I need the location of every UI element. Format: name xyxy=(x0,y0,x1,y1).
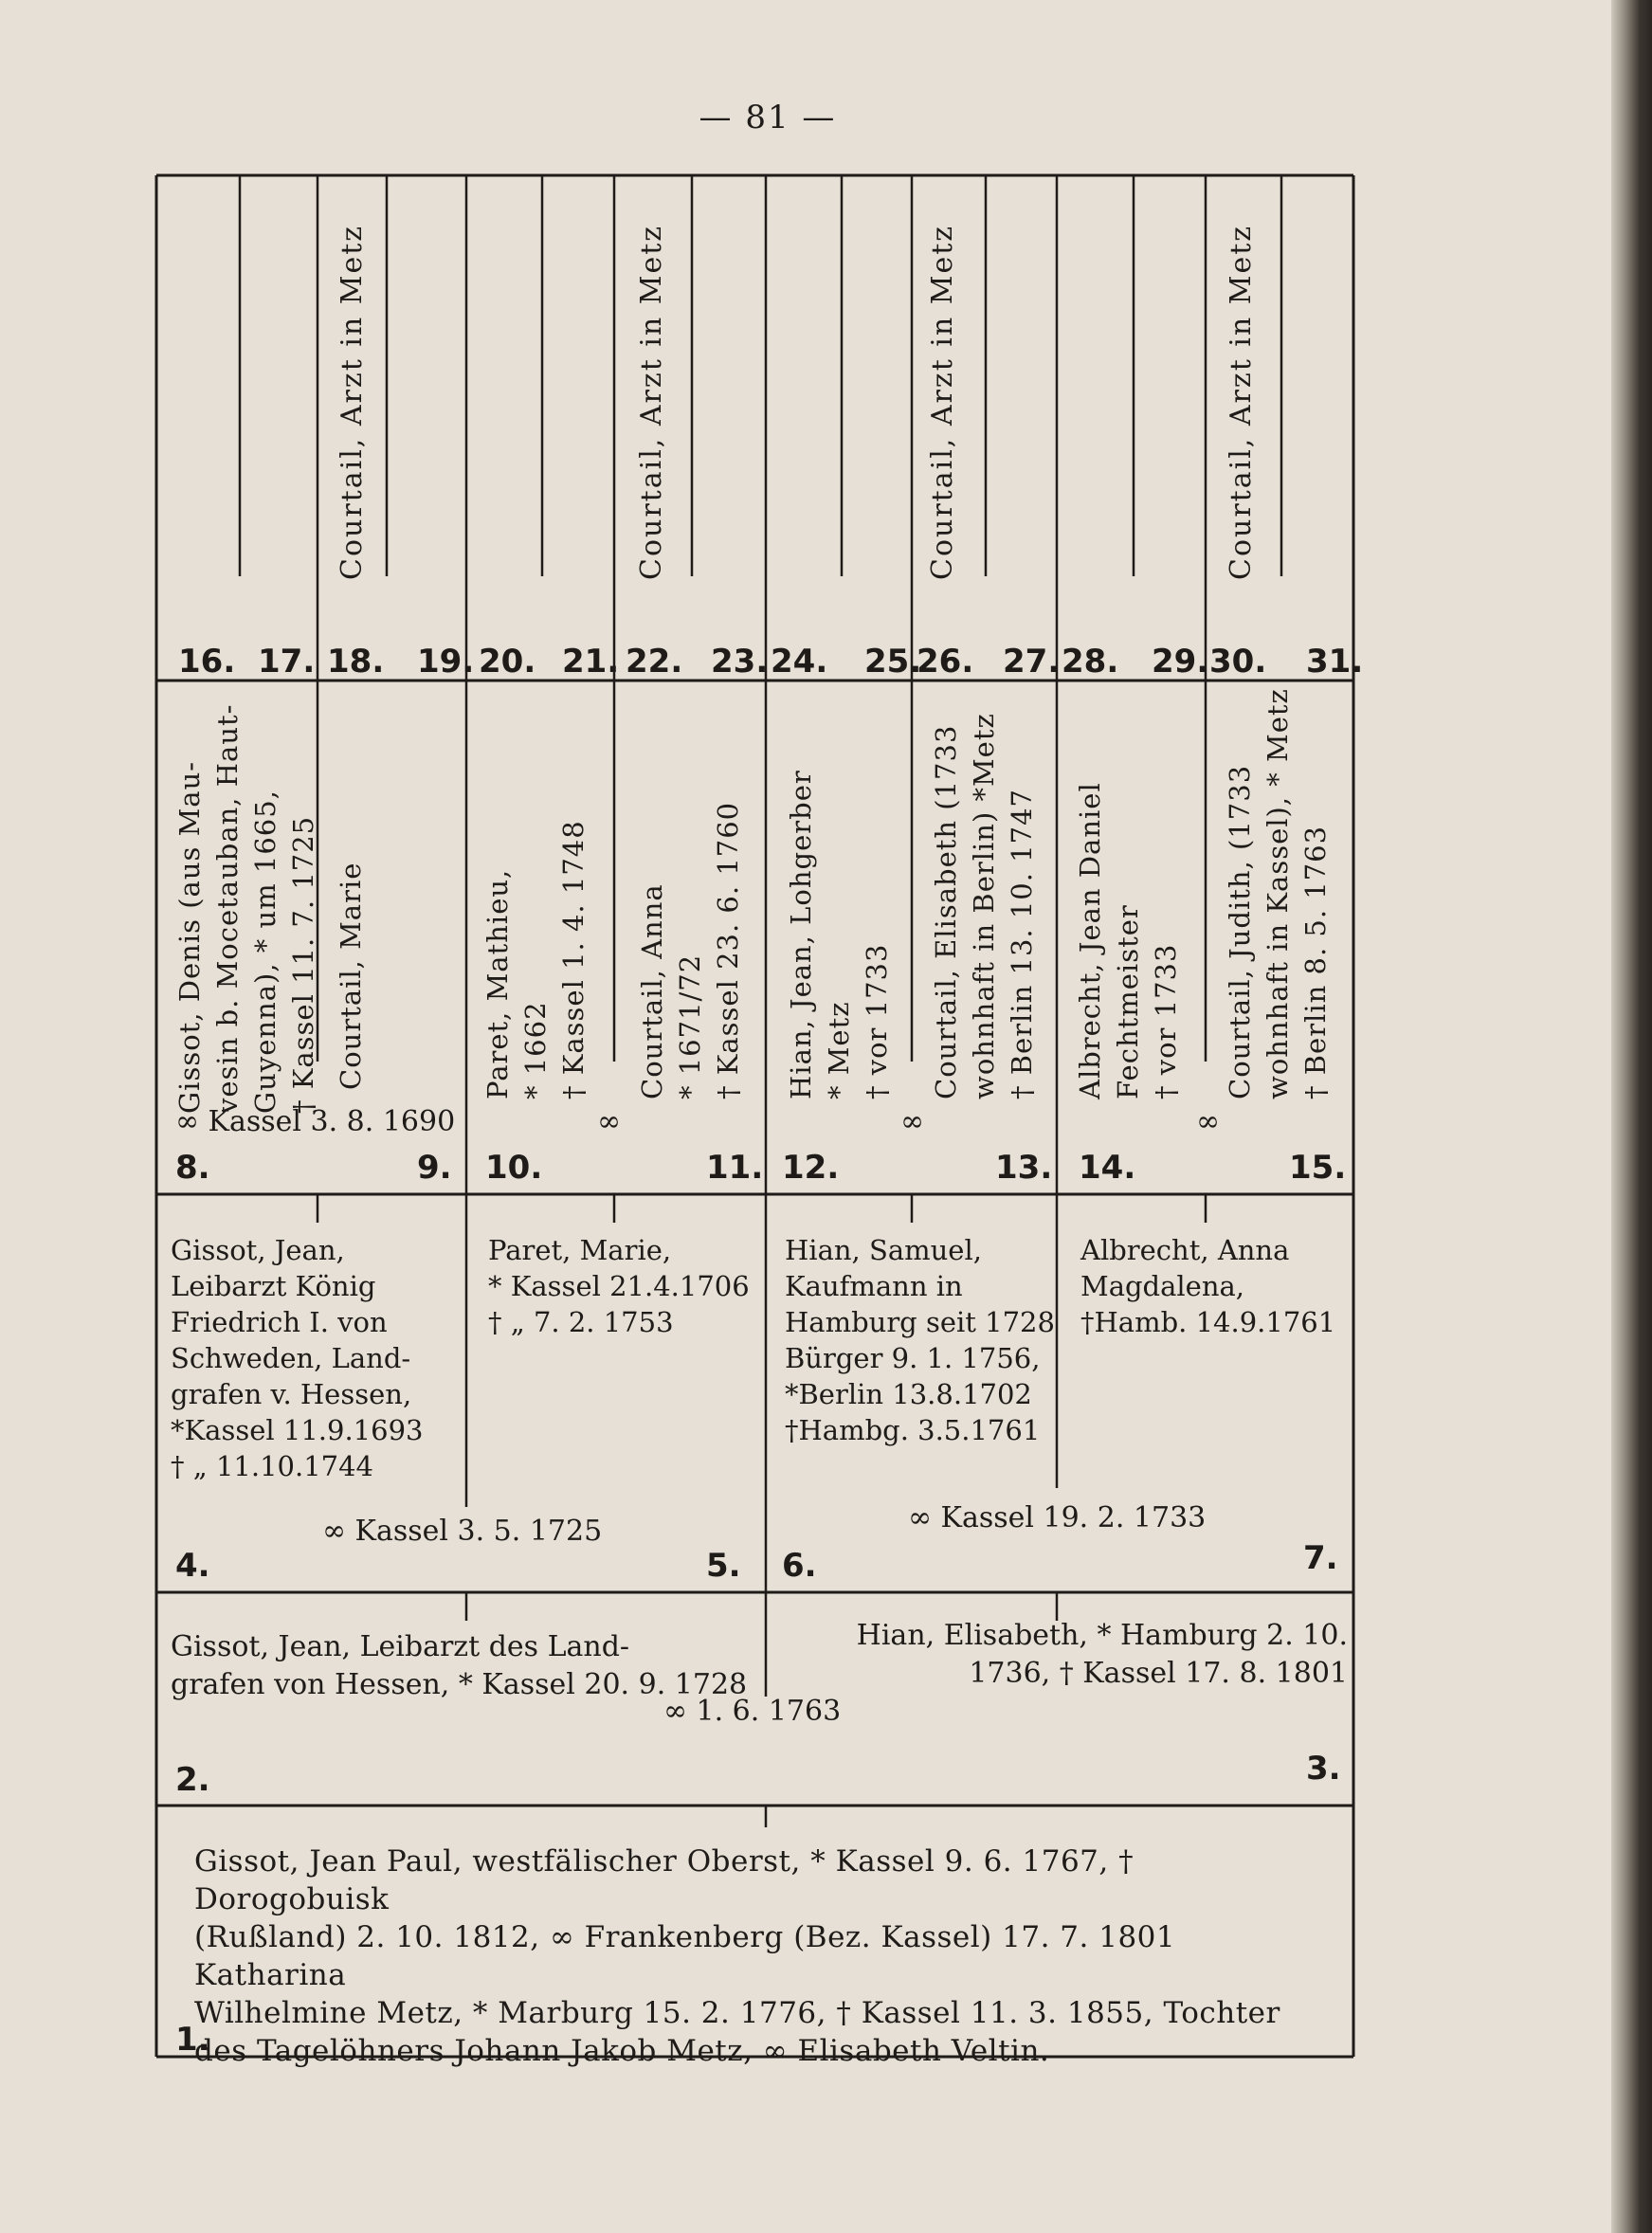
gen4-num-15: 15. xyxy=(1289,1149,1347,1187)
gen5-num-17: 17. xyxy=(258,643,316,681)
gen2-entry-3: Hian, Elisabeth, * Hamburg 2. 10. 1736, † Kassel 17. 8. 1801 xyxy=(856,1619,1348,1690)
gen4-entry-12: Hian, Jean, Lohgerber * Metz † vor 1733 xyxy=(785,770,893,1099)
gen3-entry-4: Gissot, Jean, Leibarzt König Friedrich I. von Schweden, Land- grafen v. Hessen, *Kassel 11.9.1693 † „ 11.10.1744 xyxy=(171,1234,424,1482)
gen4-entry-10: Paret, Mathieu, * 1662 † Kassel 1. 4. 1748 xyxy=(481,820,590,1099)
book-edge xyxy=(1611,0,1652,2233)
gen3-entry-7: Albrecht, Anna Magdalena, †Hamb. 14.9.1761 xyxy=(1080,1234,1336,1338)
page-number: — 81 — xyxy=(699,99,837,136)
gen3-entry-6: Hian, Samuel, Kaufmann in Hamburg seit 1728 Bürger 9. 1. 1756, *Berlin 13.8.1702 †Hambg. 3.5.1761 xyxy=(785,1234,1055,1446)
gen4-entry-11: Courtail, Anna * 1671/72 † Kassel 23. 6. 1760 xyxy=(636,801,744,1099)
gen4-entry-14: Albrecht, Jean Daniel Fechtmeister † vor 1733 xyxy=(1074,782,1182,1099)
gen4-num-11: 11. xyxy=(706,1149,764,1187)
gen2-num-3: 3. xyxy=(1306,1750,1341,1788)
gen4-entry-13: Courtail, Elisabeth (1733 wohnhaft in Berlin) *Metz † Berlin 13. 10. 1747 xyxy=(930,713,1038,1099)
gen5-entry-27: Courtail, Arzt in Metz xyxy=(926,224,959,580)
gen5-entry-31: Courtail, Arzt in Metz xyxy=(1225,224,1258,580)
gen4-marriage-10-11: ∞ xyxy=(597,1105,621,1138)
gen4-marriage-14-15: ∞ xyxy=(1196,1105,1220,1138)
gen4-num-9: 9. xyxy=(417,1149,452,1187)
gen3-marriage-6-7: ∞ Kassel 19. 2. 1733 xyxy=(908,1501,1207,1534)
gen4-num-10: 10. xyxy=(485,1149,543,1187)
gen4-marriage-8-9: ∞ Kassel 3. 8. 1690 xyxy=(175,1105,456,1138)
gen3-entry-5: Paret, Marie, * Kassel 21.4.1706 † „ 7. 2. 1753 xyxy=(488,1234,750,1338)
gen5-num-22: 22. xyxy=(626,643,683,681)
gen1-entry: Gissot, Jean Paul, westfälischer Oberst, * Kassel 9. 6. 1767, † Dorogobuisk (Rußland) 2. 10. 1812, ∞ Frankenberg (Bez. Kassel) 17. 7. 1801 Katharina Wilhelmine Metz, * Marburg 15. 2. 1776, † Kassel 11. 3. 1855, Tochter des Tagelöhners Johann Jakob Metz, ∞ Elisabeth Veltin. xyxy=(194,1844,1280,2068)
gen2-entry-2: Gissot, Jean, Leibarzt des Land- grafen von Hessen, * Kassel 20. 9. 1728 xyxy=(171,1630,748,1701)
gen4-entry-8: Gissot, Denis (aus Mau- vesin b. Mocetauban, Haut- Guyenna), * um 1665, † Kassel 11. 7. 1725 xyxy=(173,703,319,1114)
gen4-entry-15: Courtail, Judith, (1733 wohnhaft in Kassel), * Metz † Berlin 8. 5. 1763 xyxy=(1224,688,1332,1099)
gen5-num-24: 24. xyxy=(771,643,828,681)
gen2-marriage: ∞ 1. 6. 1763 xyxy=(663,1695,842,1728)
gen5-num-23: 23. xyxy=(711,643,769,681)
gen5-num-21: 21. xyxy=(562,643,620,681)
gen3-num-5: 5. xyxy=(706,1547,741,1585)
gen4-num-14: 14. xyxy=(1079,1149,1136,1187)
gen5-num-27: 27. xyxy=(1003,643,1061,681)
gen5-num-30: 30. xyxy=(1209,643,1267,681)
gen5-entry-19: Courtail, Arzt in Metz xyxy=(336,224,369,580)
gen5-num-26: 26. xyxy=(917,643,974,681)
gen5-num-31: 31. xyxy=(1306,643,1364,681)
gen3-num-7: 7. xyxy=(1303,1539,1338,1577)
gen2-num-2: 2. xyxy=(175,1761,210,1799)
gen4-marriage-12-13: ∞ xyxy=(900,1105,924,1138)
gen5-num-25: 25. xyxy=(864,643,922,681)
gen4-entry-9: Courtail, Marie xyxy=(335,862,367,1090)
gen5-num-16: 16. xyxy=(178,643,236,681)
gen5-num-29: 29. xyxy=(1152,643,1209,681)
gen5-num-19: 19. xyxy=(417,643,475,681)
gen3-marriage-4-5: ∞ Kassel 3. 5. 1725 xyxy=(322,1515,603,1548)
gen4-num-13: 13. xyxy=(995,1149,1053,1187)
gen1-num: 1. xyxy=(175,2021,210,2059)
gen5-num-20: 20. xyxy=(479,643,536,681)
gen5-num-28: 28. xyxy=(1062,643,1119,681)
gen4-num-12: 12. xyxy=(782,1149,840,1187)
gen3-num-6: 6. xyxy=(782,1547,817,1585)
gen5-num-18: 18. xyxy=(327,643,385,681)
gen4-num-8: 8. xyxy=(175,1149,210,1187)
gen5-entry-23: Courtail, Arzt in Metz xyxy=(635,224,668,580)
gen3-num-4: 4. xyxy=(175,1547,210,1585)
